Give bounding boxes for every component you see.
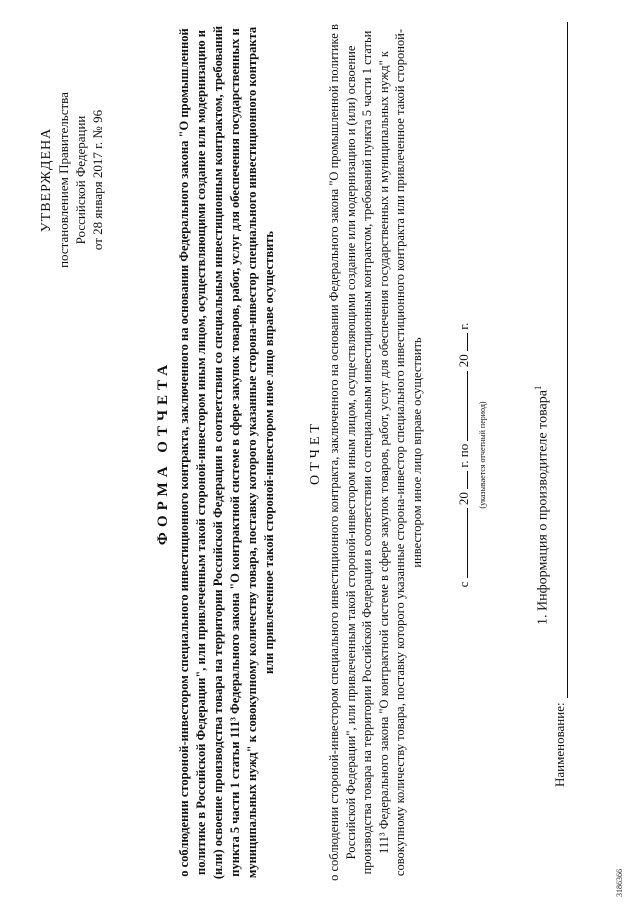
name-field[interactable] bbox=[553, 22, 568, 698]
approval-line: Российской Федерации bbox=[73, 115, 88, 245]
document-code: 3186366 bbox=[615, 869, 624, 897]
approval-title: УТВЕРЖДЕНА bbox=[39, 127, 54, 233]
name-label: Наименование: bbox=[552, 702, 567, 787]
period-end-year-field[interactable] bbox=[455, 333, 468, 351]
period-year2-label: 20 bbox=[456, 354, 471, 368]
form-title: ФОРМА ОТЧЕТА bbox=[155, 359, 171, 546]
reporting-period-row bbox=[455, 155, 472, 755]
approval-line: от 28 января 2017 г. № 96 bbox=[90, 109, 105, 251]
footnote-marker: 1 bbox=[533, 385, 543, 391]
period-end-day-field[interactable] bbox=[455, 371, 468, 441]
period-from-label: с bbox=[456, 581, 471, 588]
approval-line: постановлением Правительства bbox=[56, 92, 71, 268]
report-title: ОТЧЕТ bbox=[308, 420, 323, 485]
period-to-label: г. по bbox=[456, 443, 471, 468]
section-1-heading bbox=[533, 386, 552, 625]
period-start-year-field[interactable] bbox=[455, 471, 468, 489]
report-description: о соблюдении стороной-инвестором специального инвестиционного контракта, заключенного на основании Федерального закона "О промышленной политике в Российской Федерации", или привлеченным такой стороной-инвестором иным лицом, осуществляющими создание или модернизацию и (или) освоение производства товара на территории Российской Федерации в соответствии со специальным инвестиционным контрактом, требований пункта 5 части 1 статьи 111³ Федерального закона "О контрактной системе в сфере закупок товаров, работ, услуг для обеспечения государственных и муниципальных нужд" к совокупному количеству товара, поставку которого указанные сторона-инвестор специального инвестиционного контракта или привлеченное такой стороной-инвестором иное лицо вправе осуществить bbox=[327, 24, 424, 881]
period-end-label: г. bbox=[456, 322, 471, 330]
approval-block bbox=[38, 40, 106, 320]
form-subtitle: о соблюдении стороной-инвестором специального инвестиционного контракта, заключенного на основании Федерального закона "О промышленной политике в Российской Федерации", или привлеченным такой стороной-инвестором иным лицом, осуществляющими создание или модернизацию и (или) освоение производства товара на территории Российской Федерации в соответствии со специальным инвестиционным контрактом, требований пункта 5 части 1 статьи 111³ Федерального закона "О контрактной системе в сфере закупок товаров, работ, услуг для обеспечения государственных и муниципальных нужд" к совокупному количеству товара, поставку которого указанные сторона-инвестор специального инвестиционного контракта или привлеченное такой стороной-инвестором иное лицо вправе осуществить bbox=[177, 25, 276, 880]
section-1-title: 1. Информация о производителе товара bbox=[535, 390, 551, 625]
period-year1-label: 20 bbox=[456, 492, 471, 506]
period-start-day-field[interactable] bbox=[455, 508, 468, 578]
period-hint: (указывается отчетный период) bbox=[478, 401, 487, 509]
name-row bbox=[552, 22, 568, 787]
